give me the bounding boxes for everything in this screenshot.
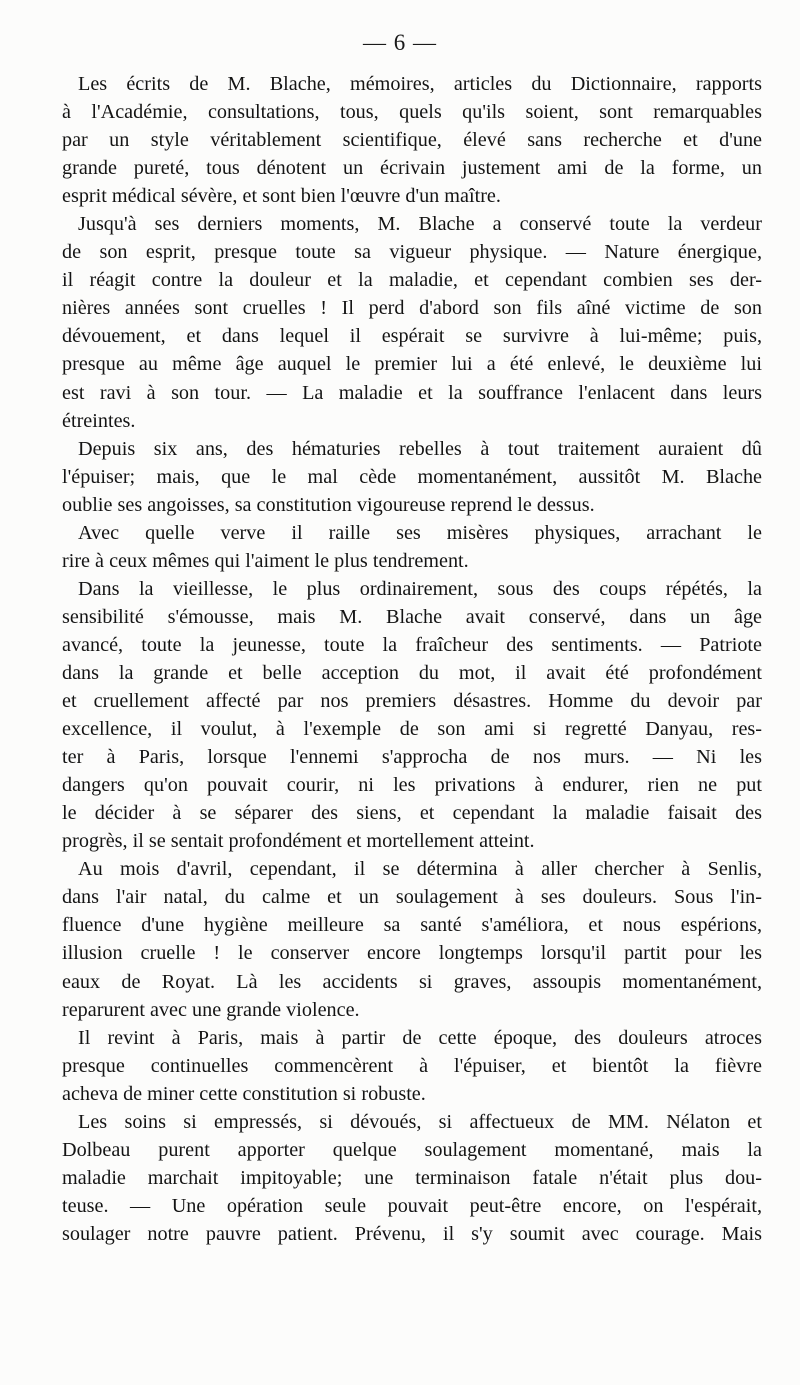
text-line: grande pureté, tous dénotent un écrivain justement ami de la forme, un	[62, 157, 762, 180]
text-line: progrès, il se sentait profondément et mortellement atteint.	[62, 830, 535, 853]
text-line: maladie marchait impitoyable; une terminaison fatale n'était plus dou-	[62, 1166, 762, 1189]
paragraph	[62, 575, 762, 855]
text-line: l'épuiser; mais, que le mal cède momentanément, aussitôt M. Blache	[62, 465, 762, 488]
paragraph	[62, 435, 762, 519]
text-line: à l'Académie, consultations, tous, quels qu'ils soient, sont remarquables	[62, 101, 762, 124]
paragraph	[62, 210, 762, 434]
paragraph	[62, 1024, 762, 1108]
text-line: dévouement, et dans lequel il espérait se survivre à lui-même; puis,	[62, 325, 762, 348]
text-line: Au mois d'avril, cependant, il se détermina à aller chercher à Senlis,	[78, 858, 762, 881]
paragraph	[62, 855, 762, 1023]
text-line: Dans la vieillesse, le plus ordinairement, sous des coups répétés, la	[78, 577, 762, 600]
text-line: esprit médical sévère, et sont bien l'œuvre d'un maître.	[62, 185, 501, 208]
text-line: eaux de Royat. Là les accidents si graves, assoupis momentanément,	[62, 970, 762, 993]
text-line: nières années sont cruelles ! Il perd d'abord son fils aîné victime de son	[62, 297, 762, 320]
text-line: dangers qu'on pouvait courir, ni les privations à endurer, rien ne put	[62, 774, 762, 797]
text-line: dans la grande et belle acception du mot, il avait été profondément	[62, 661, 762, 684]
text-line: le décider à se séparer des siens, et cependant la maladie faisait des	[62, 802, 762, 825]
text-line: soulager notre pauvre patient. Prévenu, il s'y soumit avec courage. Mais	[62, 1222, 762, 1245]
text-line: Les soins si empressés, si dévoués, si affectueux de MM. Nélaton et	[78, 1110, 762, 1133]
text-line: Il revint à Paris, mais à partir de cette époque, des douleurs atroces	[78, 1026, 762, 1049]
text-line: Jusqu'à ses derniers moments, M. Blache a conservé toute la verdeur	[78, 213, 762, 236]
text-line: presque continuelles commencèrent à l'épuiser, et bientôt la fièvre	[62, 1054, 762, 1077]
text-line: et cruellement affecté par nos premiers désastres. Homme du devoir par	[62, 690, 762, 713]
text-line: Les écrits de M. Blache, mémoires, articles du Dictionnaire, rapports	[78, 73, 762, 95]
paragraph	[62, 519, 762, 575]
text-line: rire à ceux mêmes qui l'aiment le plus tendrement.	[62, 549, 469, 572]
text-line: fluence d'une hygiène meilleure sa santé s'améliora, et nous espérions,	[62, 914, 762, 937]
text-line: avancé, toute la jeunesse, toute la fraîcheur des sentiments. — Patriote	[62, 633, 762, 656]
text-line: Depuis six ans, des hématuries rebelles à tout traitement auraient dû	[78, 437, 762, 460]
text-line: de son esprit, presque toute sa vigueur physique. — Nature énergique,	[62, 241, 762, 264]
text-line: étreintes.	[62, 409, 136, 432]
text-line: illusion cruelle ! le conserver encore longtemps lorsqu'il partit pour les	[62, 942, 762, 965]
text-line: oublie ses angoisses, sa constitution vigoureuse reprend le dessus.	[62, 493, 595, 516]
text-line: est ravi à son tour. — La maladie et la souffrance l'enlacent dans leurs	[62, 381, 762, 404]
text-line: teuse. — Une opération seule pouvait peut-être encore, on l'espérait,	[62, 1194, 762, 1217]
paragraph	[62, 1108, 762, 1248]
text-line: par un style véritablement scientifique, élevé sans recherche et d'une	[62, 129, 762, 152]
body-text	[62, 70, 762, 1248]
text-line: il réagit contre la douleur et la maladie, et cependant combien ses der-	[62, 269, 762, 292]
text-line: reparurent avec une grande violence.	[62, 998, 360, 1021]
page-number: — 6 —	[363, 30, 437, 55]
text-line: ter à Paris, lorsque l'ennemi s'approcha de nos murs. — Ni les	[62, 746, 762, 769]
paragraph	[62, 70, 762, 210]
text-line: excellence, il voulut, à l'exemple de son ami si regretté Danyau, res-	[62, 718, 762, 741]
text-line: Dolbeau purent apporter quelque soulagement momentané, mais la	[62, 1138, 762, 1161]
text-line: Avec quelle verve il raille ses misères physiques, arrachant le	[78, 521, 762, 544]
text-line: sensibilité s'émousse, mais M. Blache avait conservé, dans un âge	[62, 605, 762, 628]
text-line: dans l'air natal, du calme et un soulagement à ses douleurs. Sous l'in-	[62, 886, 762, 909]
text-line: presque au même âge auquel le premier lui a été enlevé, le deuxième lui	[62, 353, 762, 376]
text-line: acheva de miner cette constitution si robuste.	[62, 1082, 426, 1105]
